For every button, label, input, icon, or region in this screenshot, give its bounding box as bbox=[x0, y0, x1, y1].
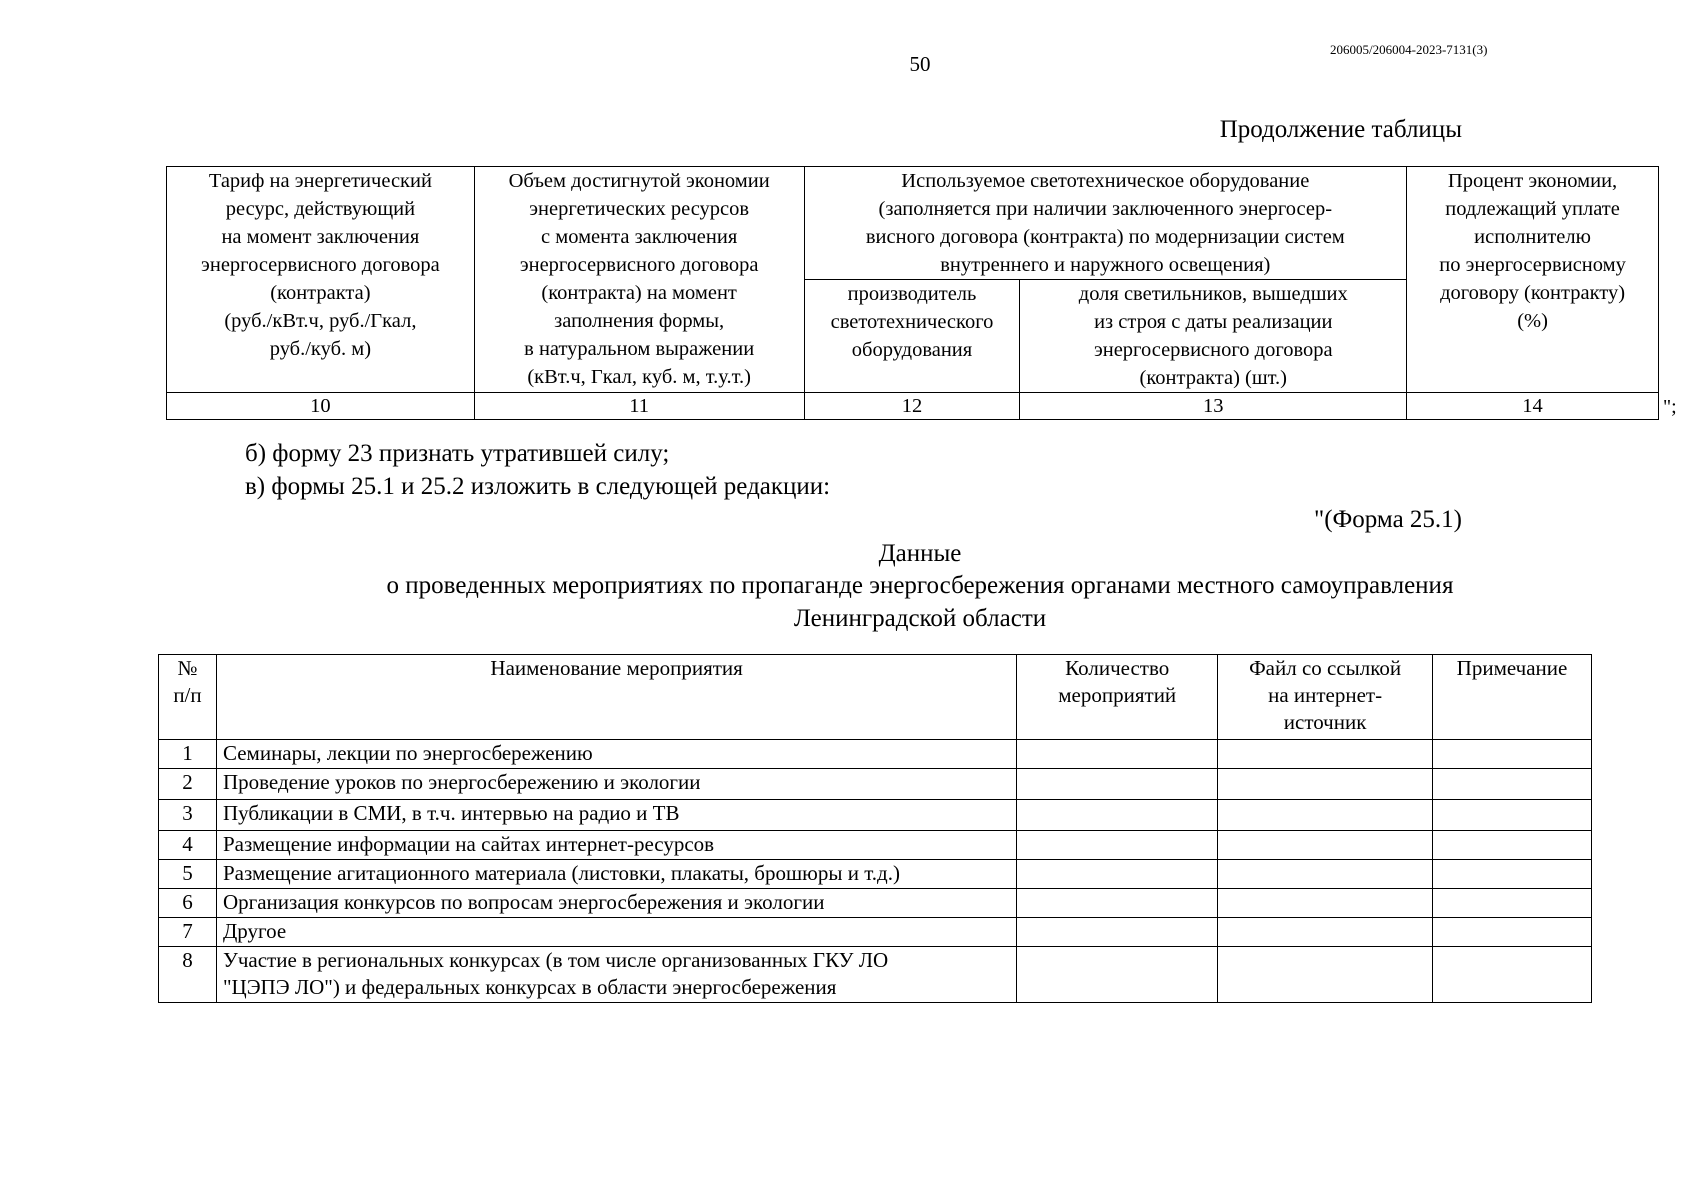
row-note-cell bbox=[1433, 918, 1592, 947]
row-note-cell bbox=[1433, 740, 1592, 769]
row-count-cell bbox=[1017, 860, 1218, 889]
table-row bbox=[159, 918, 1592, 947]
row-number: 5 bbox=[159, 860, 217, 889]
row-event-name: Участие в региональных конкурсах (в том числе организованных ГКУ ЛО "ЦЭПЭ ЛО") и федеральных конкурсах в области энергосбережения bbox=[216, 947, 1016, 1003]
form-label: "(Форма 25.1) bbox=[1314, 506, 1462, 533]
table-row bbox=[159, 889, 1592, 918]
header-manufacturer: производитель светотехнического оборудования bbox=[804, 280, 1020, 393]
table-row bbox=[159, 769, 1592, 800]
column-number: 11 bbox=[474, 393, 804, 420]
header-number: № п/п bbox=[159, 655, 217, 740]
table-row bbox=[159, 800, 1592, 831]
row-number: 7 bbox=[159, 918, 217, 947]
form-title: Данные bbox=[878, 540, 962, 567]
row-number: 8 bbox=[159, 947, 217, 1003]
row-count-cell bbox=[1017, 769, 1218, 800]
header-note: Примечание bbox=[1433, 655, 1592, 740]
row-event-name: Размещение агитационного материала (листовки, плакаты, брошюры и т.д.) bbox=[216, 860, 1016, 889]
row-number: 3 bbox=[159, 800, 217, 831]
row-event-name: Семинары, лекции по энергосбережению bbox=[216, 740, 1016, 769]
header-failed-luminaires: доля светильников, вышедших из строя с даты реализации энергосервисного договора (контракта) (шт.) bbox=[1020, 280, 1407, 393]
row-count-cell bbox=[1017, 831, 1218, 860]
column-number: 14 bbox=[1407, 393, 1659, 420]
table-continuation-label: Продолжение таблицы bbox=[1219, 116, 1462, 143]
row-number: 4 bbox=[159, 831, 217, 860]
row-number: 1 bbox=[159, 740, 217, 769]
table-row bbox=[159, 947, 1592, 1003]
row-note-cell bbox=[1433, 831, 1592, 860]
row-count-cell bbox=[1017, 800, 1218, 831]
row-note-cell bbox=[1433, 800, 1592, 831]
row-note-cell bbox=[1433, 860, 1592, 889]
row-count-cell bbox=[1017, 889, 1218, 918]
row-number: 6 bbox=[159, 889, 217, 918]
header-event-count: Количество мероприятий bbox=[1017, 655, 1218, 740]
row-count-cell bbox=[1017, 740, 1218, 769]
page-number: 50 bbox=[909, 52, 931, 76]
column-number: 13 bbox=[1020, 393, 1407, 420]
row-note-cell bbox=[1433, 889, 1592, 918]
row-note-cell bbox=[1433, 947, 1592, 1003]
column-number: 12 bbox=[804, 393, 1020, 420]
table-row bbox=[159, 740, 1592, 769]
form-title-subtitle: о проведенных мероприятиях по пропаганде энергосбережения органами местного самоуправления bbox=[386, 572, 1454, 599]
row-event-name: Организация конкурсов по вопросам энергосбережения и экологии bbox=[216, 889, 1016, 918]
row-note-cell bbox=[1433, 769, 1592, 800]
row-count-cell bbox=[1017, 918, 1218, 947]
row-link-cell bbox=[1218, 831, 1433, 860]
row-event-name: Размещение информации на сайтах интернет-ресурсов bbox=[216, 831, 1016, 860]
document-id: 206005/206004-2023-7131(3) bbox=[1330, 42, 1488, 57]
row-event-name: Публикации в СМИ, в т.ч. интервью на радио и ТВ bbox=[216, 800, 1016, 831]
header-lighting-equipment: Используемое светотехническое оборудование (заполняется при наличии заключенного энергосер- висного договора (контракта) по модернизации систем внутреннего и наружного освещения) bbox=[804, 167, 1407, 280]
header-internet-link: Файл со ссылкой на интернет- источник bbox=[1218, 655, 1433, 740]
row-link-cell bbox=[1218, 860, 1433, 889]
row-link-cell bbox=[1218, 800, 1433, 831]
closing-quote: "; bbox=[1663, 396, 1677, 418]
continuation-table bbox=[166, 166, 1659, 420]
events-table bbox=[158, 654, 1592, 1003]
header-savings-percent: Процент экономии, подлежащий уплате исполнителю по энергосервисному договору (контракту) (%) bbox=[1407, 167, 1659, 393]
row-number: 2 bbox=[159, 769, 217, 800]
row-link-cell bbox=[1218, 918, 1433, 947]
row-event-name: Другое bbox=[216, 918, 1016, 947]
table-row bbox=[159, 860, 1592, 889]
row-link-cell bbox=[1218, 740, 1433, 769]
row-count-cell bbox=[1017, 947, 1218, 1003]
paragraph-item-v: в) формы 25.1 и 25.2 изложить в следующей редакции: bbox=[245, 473, 831, 500]
header-event-name: Наименование мероприятия bbox=[216, 655, 1016, 740]
paragraph-item-b: б) форму 23 признать утратившей силу; bbox=[245, 440, 670, 467]
column-number: 10 bbox=[167, 393, 475, 420]
header-savings-volume: Объем достигнутой экономии энергетических ресурсов с момента заключения энергосервисного договора (контракта) на момент заполнения формы, в натуральном выражении (кВт.ч, Гкал, куб. м, т.у.т.) bbox=[474, 167, 804, 393]
row-event-name: Проведение уроков по энергосбережению и экологии bbox=[216, 769, 1016, 800]
row-link-cell bbox=[1218, 889, 1433, 918]
form-title-region: Ленинградской области bbox=[793, 605, 1047, 632]
table-row bbox=[159, 831, 1592, 860]
row-link-cell bbox=[1218, 947, 1433, 1003]
row-link-cell bbox=[1218, 769, 1433, 800]
header-tariff: Тариф на энергетический ресурс, действующий на момент заключения энергосервисного договора (контракта) (руб./кВт.ч, руб./Гкал, руб./куб. м) bbox=[167, 167, 475, 393]
